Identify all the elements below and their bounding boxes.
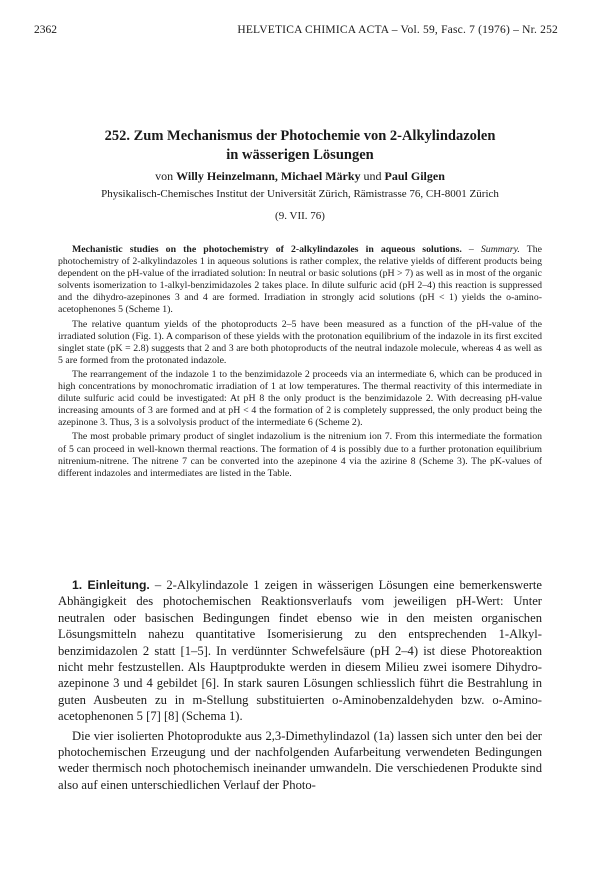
journal-header: HELVETICA CHIMICA ACTA – Vol. 59, Fasc. 7 (1976) – Nr. 252: [237, 24, 558, 36]
body-paragraph-1: [58, 577, 542, 725]
page-number: 2362: [34, 24, 57, 36]
article-title: [60, 127, 540, 165]
abstract-text-1: The photochemistry of 2-alkylindazoles 1 in aqueous solutions is rather complex, the relative yields of different products being dependent on the pH-value of the irradiated solution: In neutral or basic solutions (pH > 7) as well as in most of the organic solvents isomerization to 1-alkyl-benzimidazoles 2 takes place. In dilute sulfuric acid (pH 2–4) this reaction is suppressed and the dihydro-azepinones 3 and 4 are formed. Irradiation in strongly acid solutions (pH < 1) yields the o-amino-acetophenones 5 (Scheme 1).: [58, 244, 542, 316]
abstract-paragraph-4: The most probable primary product of singlet indazolium is the nitrenium ion 7. From this intermediate the formation of 5 can proceed in well-known thermal reactions. The formation of 4 is possibly due to a further protonation equilibrium nitrenium-nitrene. The nitrene 7 can be converted into the azepinone 4 via the azirine 8 (Scheme 3). The pK-values of different indazoles and intermediates are listed in the Table.: [58, 431, 542, 479]
title-line-2: in wässerigen Lösungen: [226, 147, 374, 163]
author-heinzelmann: Willy Heinzelmann,: [176, 169, 278, 183]
summary-label: Summary.: [480, 244, 520, 255]
author-gilgen: Paul Gilgen: [384, 169, 445, 183]
section-heading: 1. Einleitung.: [72, 578, 150, 592]
author-maerky: Michael Märky: [280, 169, 361, 183]
abstract-paragraph-2: The relative quantum yields of the photoproducts 2–5 have been measured as a function of the pH-value of the irradiated solution (Fig. 1). A comparison of these yields with the protonation equilibrium of the indazole in its first excited singlet state (pK = 2.8) suggests that 2 and 3 are both photoproducts of the neutral indazole molecule, whereas 4 as well as 5 are formed from the protonated indazole.: [58, 318, 542, 366]
und-word: und: [363, 169, 382, 183]
title-line-1: 252. Zum Mechanismus der Photochemie von 2-Alkylindazolen: [104, 128, 496, 144]
abstract-paragraph-1: Mechanistic studies on the photochemistry of 2-alkylindazoles in aqueous solutions. – Summary. The photochemistry of 2-alkylindazoles 1 in aqueous solutions is rather complex, the relative yields of different products being dependent on the pH-value of the irradiated solution: In neutral or basic solutions (pH > 7) as well as in most of the organic solvents isomerization to 1-alkyl-benzimidazoles 2 takes place. In dilute sulfuric acid (pH 2–4) this reaction is suppressed and the dihydro-azepinones 3 and 4 are formed. Irradiation in strongly acid solutions (pH < 1) yields the o-amino-acetophenones 5 (Scheme 1).: [58, 244, 542, 316]
institution: Physikalisch-Chemisches Institut der Universität Zürich, Rämistrasse 76, CH-8001 Zürich: [101, 188, 499, 200]
main-text: [58, 577, 542, 793]
running-header: [34, 24, 558, 40]
body-paragraph-2: Die vier isolierten Photoprodukte aus 2,3-Dimethylindazol (1a) lassen sich unter den bei der photochemischen Erzeugung und der nachfolgenden Aufarbeitung verwendeten Bedingungen weder thermisch noch photochemisch ineinander umwandeln. Die verschiedenen Produkte sind also auf einen unterschiedlichen Verlauf der Photo-: [58, 728, 542, 792]
received-date: (9. VII. 76): [275, 210, 325, 222]
abstract-lead: Mechanistic studies on the photochemistry of 2-alkylindazoles in aqueous solutions.: [72, 244, 462, 255]
author-line: [40, 169, 560, 184]
abstract-paragraph-3: The rearrangement of the indazole 1 to the benzimidazole 2 proceeds via an intermediate 6, which can be produced in high concentrations by monochromatic irradiation of 1 at low temperatures. The thermal reactivity of this intermediate in dilute sulfuric acid could be investigated: At pH 8 the only product is the benzimidazole 2. With decreasing pH-value increasing amounts of 3 are formed and at pH < 4 the formation of 2 is completely suppressed, the only product being the azepinone 3. Thus, 3 is a solvolysis product of the intermediate 6 (Scheme 2).: [58, 368, 542, 429]
abstract: [58, 244, 542, 480]
von-word: von: [155, 169, 174, 183]
body-text-1: – 2-Alkylindazole 1 zeigen in wässerigen Lösungen eine bemerkenswerte Abhängigkeit des photochemischen Reaktionsverlaufs vom jeweiligen pH-Wert: Unter neutralen oder basischen Bedingungen findet ebenso wie in den meisten organischen Lösungsmitteln nahezu quantitative Isomerisierung zu den entsprechenden 1-Alkyl-benzimidazolen 2 statt [1–5]. In verdünnter Schwefelsäure (pH 2–4) ist diese Photoreaktion nicht mehr festzustellen. Als Hauptprodukte werden in diesem Milieu zwei isomere Dihydro-azepinone 3 und 4 gebildet [6]. In stark sauren Lösungen schliesslich führt die Bestrahlung in guten Ausbeuten zu in m-Stellung substituierten o-Aminobenzaldehyden bzw. o-Amino-acetophenonen 5 [7] [8] (Schema 1).: [58, 578, 542, 724]
